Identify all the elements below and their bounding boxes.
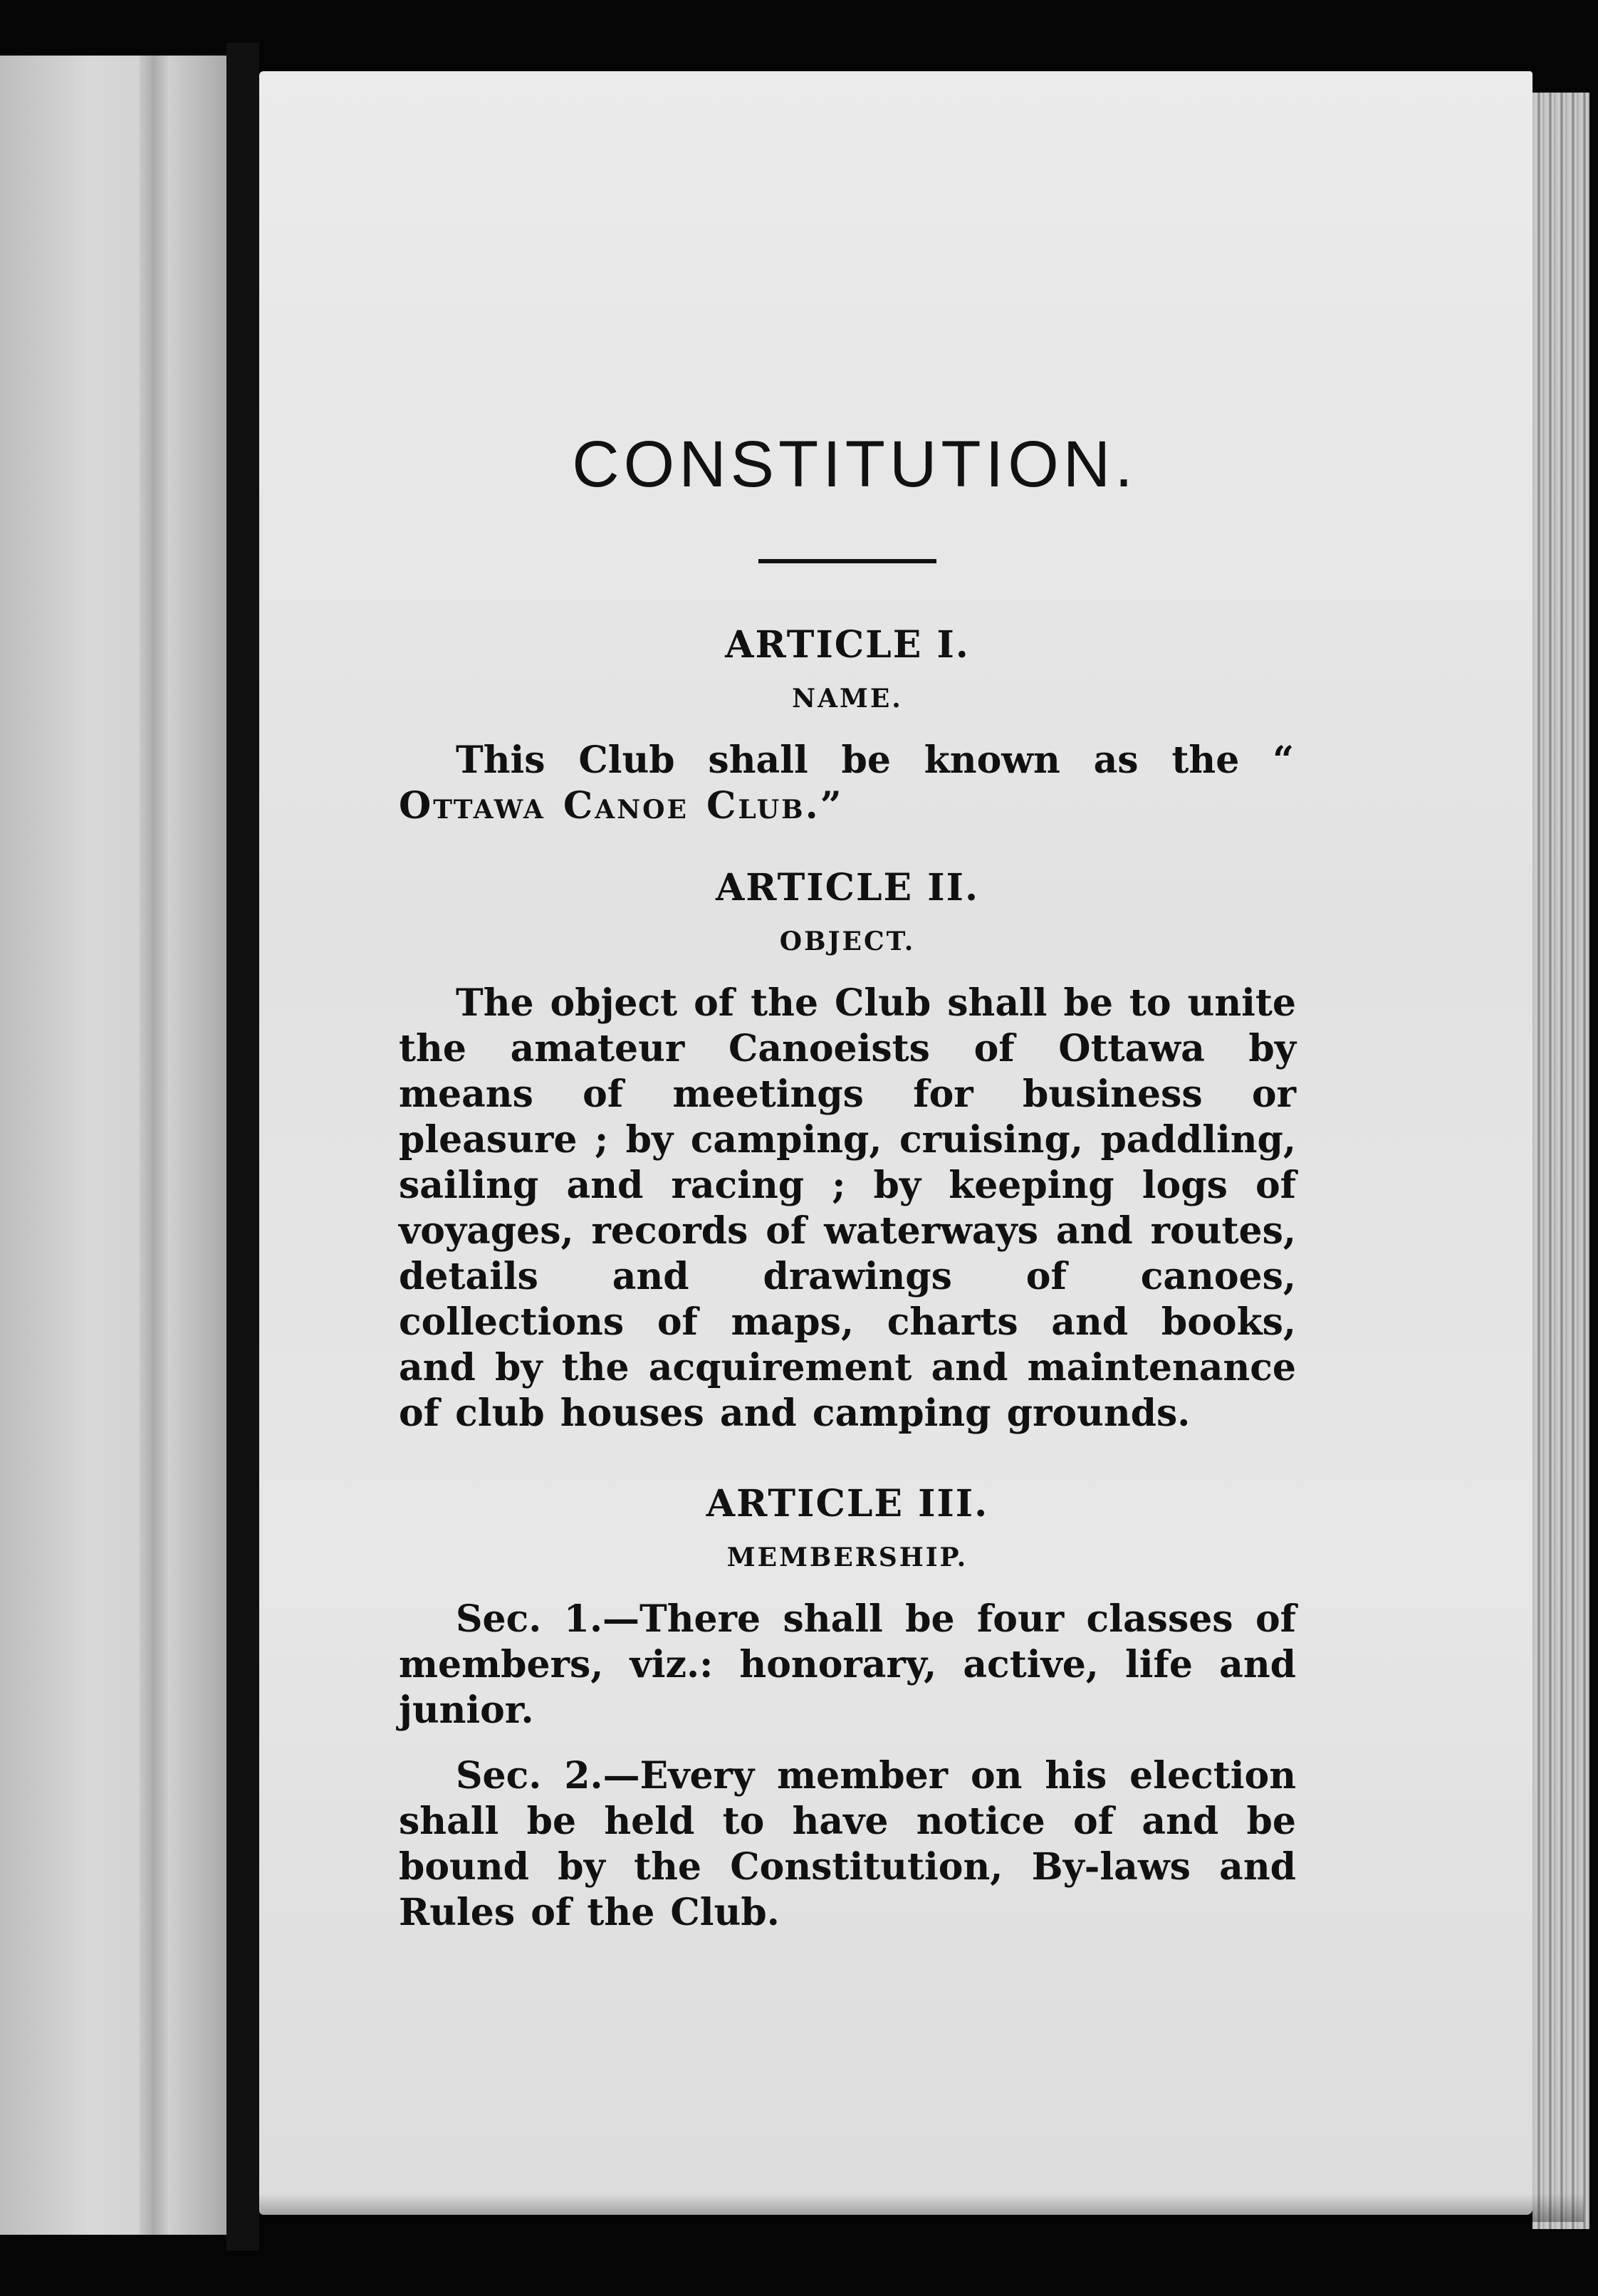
article-2-paragraph: The object of the Club shall be to unite the amateur Canoeists of Ottawa by means of meetings for business or pleasure ; by camping, cruising, paddling, sailing and racing ; by keeping logs of voyages, records of waterways and routes, details and drawings of canoes, collections of maps, charts and books, and by the acquirement and maintenance of club houses and camping grounds.: [399, 981, 1296, 1435]
article-2: [399, 866, 1296, 1436]
article-3-section-1: Sec. 1.—There shall be four classes of members, viz.: honorary, active, life and junior.: [399, 1597, 1296, 1732]
page-bottom-shadow: [259, 2193, 1584, 2222]
article-3-section-2: Sec. 2.—Every member on his election shall be held to have notice of and be bound by the Constitution, By-laws and Rules of the Club.: [399, 1754, 1296, 1934]
article-3: [399, 1482, 1296, 1936]
left-page-fold: [140, 56, 168, 2235]
article-1-heading: ARTICLE I.: [725, 623, 970, 667]
page-stack-edge: [1532, 93, 1589, 2229]
article-3-subheading: MEMBERSHIP.: [726, 1543, 968, 1572]
club-name: “ Ottawa Canoe Club.”: [399, 739, 1296, 828]
title-rule: [758, 559, 936, 563]
article-3-heading: ARTICLE III.: [706, 1482, 989, 1525]
article-1-paragraph: [399, 738, 1296, 829]
article-1: [399, 623, 1296, 829]
left-page-edge: [0, 56, 226, 2235]
page-text-block: [399, 399, 1296, 1936]
article-1-subheading: NAME.: [792, 684, 903, 714]
book-gutter: [226, 43, 259, 2250]
article-2-subheading: OBJECT.: [779, 927, 916, 956]
page-title: CONSTITUTION.: [572, 428, 1137, 501]
article-2-heading: ARTICLE II.: [715, 866, 980, 909]
article-1-lead-text: This Club shall be known as the: [456, 739, 1240, 782]
